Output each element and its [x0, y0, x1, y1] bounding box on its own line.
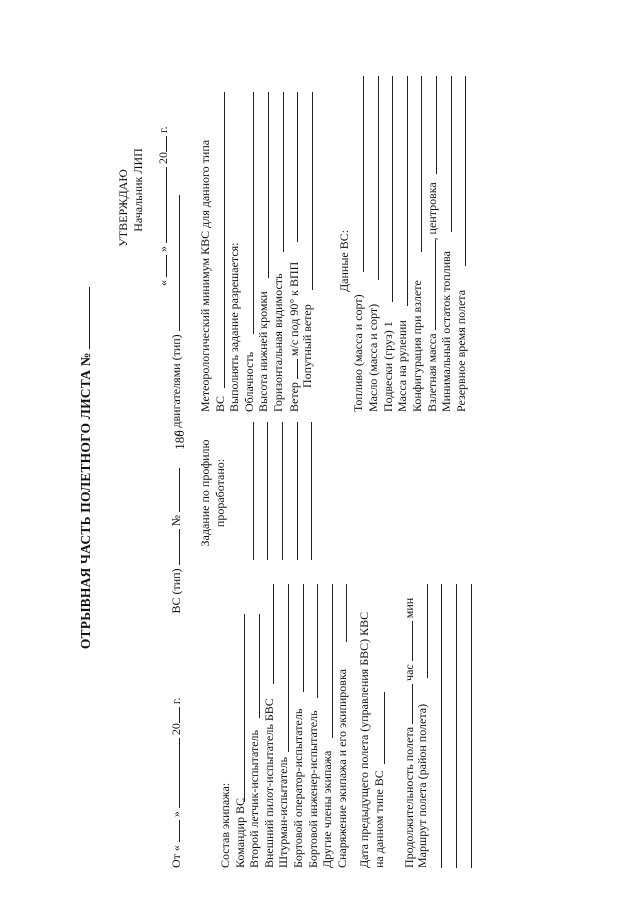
prev-flight-date-field[interactable] — [384, 692, 385, 764]
route-extra-row — [459, 568, 474, 868]
task-heading-1: Задание по профилю — [198, 439, 212, 547]
flight-sheet-tear-off — [74, 68, 504, 868]
route-field[interactable] — [427, 584, 428, 678]
route-extra-field[interactable] — [471, 584, 472, 868]
approval-heading: УТВЕРЖДАЮ — [116, 169, 130, 247]
engineer-field[interactable] — [317, 584, 318, 698]
oil-field[interactable] — [378, 76, 379, 280]
task-heading-2: проработано: — [212, 458, 227, 528]
aircraft-data-row: Резервное время полета — [454, 68, 469, 412]
approval-day-field[interactable] — [155, 255, 167, 277]
sheet-number-field[interactable] — [78, 287, 90, 349]
wind-speed-field[interactable] — [286, 359, 298, 379]
reserve-time-field[interactable] — [465, 76, 466, 266]
crew-member-row: Бортовой оператор-испытатель — [291, 568, 306, 868]
commander-field[interactable] — [244, 614, 245, 802]
crew-member-row: Бортовой инженер-испытатель — [306, 568, 321, 868]
visibility-field[interactable] — [283, 92, 284, 252]
task-row — [241, 418, 256, 568]
takeoff-mass-field[interactable] — [424, 240, 436, 330]
page-number: 180 — [172, 430, 187, 450]
crew-member-row: Другие члены экипажа — [320, 568, 335, 868]
tailwind-row: Попутный ветер — [300, 68, 315, 412]
payload-field[interactable] — [392, 76, 393, 302]
weather-row: Горизонтальная видимость — [271, 68, 286, 412]
task-field[interactable] — [253, 422, 254, 560]
from-year-field[interactable] — [168, 707, 180, 723]
prev-flight-row: Дата предыдущего полета (управления БВС) КВС — [357, 611, 372, 868]
crew-member-row: Штурман-испытатель — [276, 568, 291, 868]
task-row — [256, 418, 271, 568]
takeoff-config-field[interactable] — [421, 76, 422, 252]
aircraft-data-row: Минимальный остаток топлива — [439, 68, 454, 412]
crew-member-row: Второй летчик-испытатель — [247, 568, 262, 868]
duration-hours-field[interactable] — [401, 684, 413, 724]
aircraft-data-row: Масло (масса и сорт) — [366, 68, 381, 412]
operator-field[interactable] — [303, 584, 304, 692]
approval-block — [116, 68, 171, 308]
navigator-field[interactable] — [288, 584, 289, 752]
header-line: От « » 20 г. ВС (тип) № с двигателями (тип) — [168, 68, 184, 868]
wind-row: Ветер м/с под 90° к ВПП — [286, 68, 301, 412]
second-pilot-field[interactable] — [259, 614, 260, 718]
prev-flight-row-2: на данном типе ВС — [372, 568, 387, 868]
aircraft-data-row: Конфигурация при взлете — [410, 68, 425, 412]
weather-allowed: Выполнять задание разрешается: — [227, 242, 242, 412]
approval-head: Начальник ЛИП — [130, 148, 145, 232]
from-month-field[interactable] — [168, 738, 180, 808]
weather-row: Облачность — [242, 68, 257, 412]
min-fuel-field[interactable] — [451, 76, 452, 232]
wind-extra-field[interactable] — [297, 92, 298, 242]
route-extra-row — [430, 568, 445, 868]
aircraft-data-row: Топливо (масса и сорт) — [351, 68, 366, 412]
route-extra-row — [444, 568, 459, 868]
cloud-base-field[interactable] — [268, 92, 269, 278]
crew-heading: Состав экипажа: — [218, 782, 232, 868]
crew-member-row: Внешний пилот-испытатель БВС — [262, 568, 277, 868]
task-field[interactable] — [311, 422, 312, 560]
external-pilot-field[interactable] — [273, 584, 274, 684]
from-day-field[interactable] — [168, 820, 180, 842]
weather-column — [198, 68, 468, 412]
route-extra-field[interactable] — [441, 584, 442, 868]
task-field[interactable] — [297, 422, 298, 560]
aircraft-type-field[interactable] — [168, 529, 180, 565]
weather-row: Высота нижней кромки — [256, 68, 271, 412]
aircraft-data-row: Взлетная масса , центровка — [424, 68, 439, 412]
weather-minimum-field[interactable] — [224, 92, 225, 388]
aircraft-data-row: Масса на рулении — [395, 68, 410, 412]
weather-heading: Метеорологический минимум КВС для данного типа — [198, 139, 212, 412]
aircraft-data-row: Подвески (груз) 1 — [381, 68, 396, 412]
equipment-field[interactable] — [346, 584, 347, 642]
route-extra-field[interactable] — [456, 584, 457, 868]
centering-field[interactable] — [436, 76, 437, 174]
duration-row: Продолжительность полета час мин — [401, 597, 416, 868]
aircraft-data-heading: Данные ВС: — [336, 229, 351, 292]
approval-month-field[interactable] — [155, 167, 167, 243]
clouds-field[interactable] — [253, 92, 254, 334]
fuel-field[interactable] — [363, 76, 364, 272]
form-title: ОТРЫВНАЯ ЧАСТЬ ПОЛЕТНОГО ЛИСТА № — [78, 68, 94, 868]
tailwind-field[interactable] — [312, 92, 313, 290]
other-crew-field[interactable] — [332, 584, 333, 738]
crew-member-row: Командир ВС — [233, 568, 248, 868]
approval-year-field[interactable] — [155, 136, 167, 152]
task-field[interactable] — [282, 422, 283, 560]
task-row — [285, 418, 300, 568]
aircraft-number-field[interactable] — [168, 468, 180, 512]
task-row — [270, 418, 285, 568]
taxi-mass-field[interactable] — [407, 76, 408, 306]
crew-member-row: Снаряжение экипажа и его экипировка — [335, 568, 350, 868]
engines-type-field[interactable] — [168, 195, 180, 331]
task-field[interactable] — [267, 422, 268, 560]
weather-heading-2: ВС — [213, 68, 228, 412]
crew-column — [218, 568, 474, 868]
route-row: Маршрут полета (район полета) — [415, 568, 430, 868]
task-row — [300, 418, 315, 568]
duration-minutes-field[interactable] — [401, 621, 413, 661]
task-column — [198, 418, 314, 568]
approval-date: « » 20 г. — [156, 126, 171, 286]
